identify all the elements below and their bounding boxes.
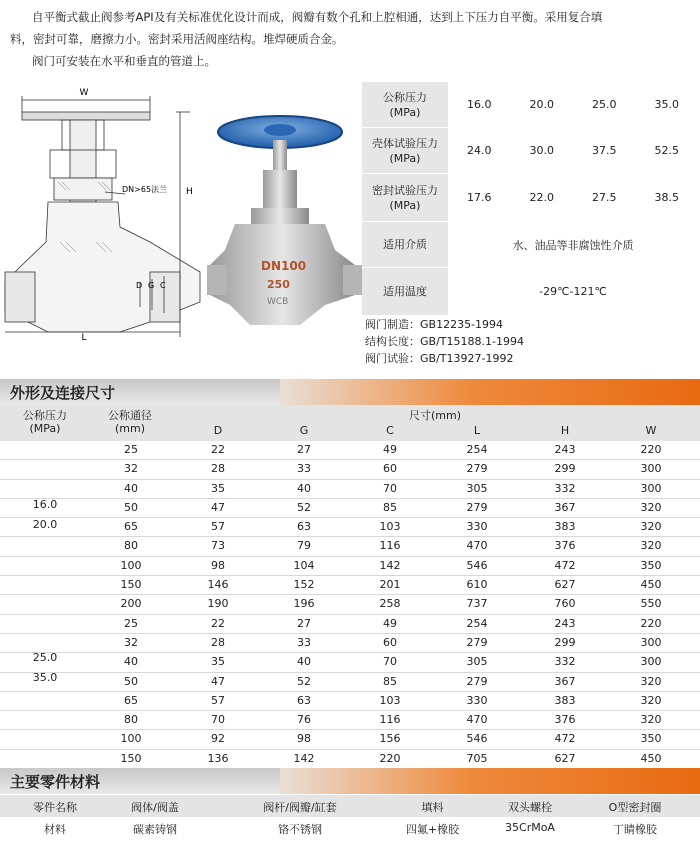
table-cell: 254 xyxy=(466,616,488,630)
spec-cell: 22.0 xyxy=(511,174,574,222)
dimension-table-body xyxy=(0,441,700,788)
table-cell: 737 xyxy=(466,597,488,611)
table-row xyxy=(0,480,700,499)
table-cell: 63 xyxy=(297,693,311,707)
spec-cell: 30.0 xyxy=(511,128,574,174)
table-cell: 47 xyxy=(211,500,225,514)
table-cell: 98 xyxy=(297,732,311,746)
table-cell: 142 xyxy=(379,558,401,572)
table-cell: 80 xyxy=(124,539,138,553)
table-cell: 320 xyxy=(640,713,662,727)
table-cell: 299 xyxy=(554,635,576,649)
header-press-unit: (MPa) xyxy=(29,422,61,435)
header-col-g: G xyxy=(299,424,309,437)
table-cell: 150 xyxy=(120,751,142,765)
spec-cell: 25.0 xyxy=(592,98,617,111)
table-cell: 49 xyxy=(383,616,397,630)
spec-cell: 24.0 xyxy=(448,128,511,174)
table-cell: 470 xyxy=(466,539,488,553)
table-cell: 104 xyxy=(293,558,315,572)
header-size: 尺寸(mm) xyxy=(408,409,461,422)
table-cell: 152 xyxy=(293,578,315,592)
table-cell: 52 xyxy=(297,500,311,514)
spec-cell: -29℃-121℃ xyxy=(448,268,698,316)
table-cell: 300 xyxy=(640,655,662,669)
materials-header-cell: 阀体/阀盖 xyxy=(131,801,179,814)
photo-marking-pressure: 250 xyxy=(267,278,290,291)
table-cell: 33 xyxy=(297,462,311,476)
table-cell: 32 xyxy=(124,635,138,649)
table-cell: 85 xyxy=(383,674,397,688)
table-cell: 300 xyxy=(640,481,662,495)
spec-row-seal-test: 密封试验压力 (MPa) 17.6 22.0 27.5 38.5 xyxy=(362,174,698,222)
table-cell: 627 xyxy=(554,578,576,592)
table-cell: 383 xyxy=(554,520,576,534)
section-title-dimensions: 外形及连接尺寸 xyxy=(10,384,116,402)
dim-h-label: H xyxy=(186,187,193,197)
table-cell: 70 xyxy=(211,713,225,727)
table-cell: 100 xyxy=(120,558,142,572)
pressure-group-2: 25.0 35.0 xyxy=(32,651,58,684)
photo-marking-dn: DN100 xyxy=(261,259,307,273)
table-cell: 243 xyxy=(554,616,576,630)
materials-value-cell: 丁睛橡胶 xyxy=(613,823,657,836)
table-cell: 35 xyxy=(211,655,225,669)
table-row xyxy=(0,692,700,711)
table-row xyxy=(0,634,700,653)
table-cell: 376 xyxy=(554,539,576,553)
header-col-w: W xyxy=(645,424,657,437)
spec-cell: 38.5 xyxy=(636,174,699,222)
table-cell: 100 xyxy=(120,732,142,746)
table-cell: 305 xyxy=(466,655,488,669)
header-col-l: L xyxy=(473,424,481,437)
materials-header-cell: 阀杆/阀瓣/缸套 xyxy=(263,801,337,814)
table-cell: 50 xyxy=(124,674,138,688)
table-row xyxy=(0,499,700,518)
materials-value-cell: 四氟+橡胶 xyxy=(405,823,460,836)
materials-table xyxy=(0,795,700,839)
table-cell: 28 xyxy=(211,462,225,476)
table-cell: 330 xyxy=(466,693,488,707)
table-cell: 28 xyxy=(211,635,225,649)
table-cell: 50 xyxy=(124,500,138,514)
standard-manufacture: 阀门制造：GB12235-1994 xyxy=(365,318,504,331)
table-cell: 49 xyxy=(383,443,397,456)
spec-cell: 水、油品等非腐蚀性介质 xyxy=(448,222,698,268)
flange-note: DN>65法兰 xyxy=(122,185,168,194)
table-row xyxy=(0,557,700,576)
table-cell: 103 xyxy=(379,520,401,534)
spec-cell: 37.5 xyxy=(573,128,636,174)
table-row xyxy=(0,576,700,595)
table-cell: 383 xyxy=(554,693,576,707)
table-cell: 300 xyxy=(640,462,662,476)
table-cell: 546 xyxy=(466,732,488,746)
table-row xyxy=(0,460,700,479)
table-cell: 65 xyxy=(124,693,138,707)
table-cell: 146 xyxy=(207,578,229,592)
spec-label: 密封试验压力 xyxy=(372,183,438,197)
table-row xyxy=(0,711,700,730)
pressure-group-1: 16.0 20.0 xyxy=(32,498,58,531)
table-cell: 33 xyxy=(297,635,311,649)
section-bar-dimensions xyxy=(0,379,700,405)
header-dn: 公称通径 xyxy=(108,409,152,422)
table-row xyxy=(0,518,700,537)
table-row xyxy=(0,615,700,634)
table-cell: 27 xyxy=(297,616,311,630)
table-row xyxy=(0,750,700,769)
table-cell: 57 xyxy=(211,520,225,534)
table-cell: 25 xyxy=(124,443,138,456)
table-cell: 450 xyxy=(640,578,662,592)
header-press: 公称压力 xyxy=(23,409,67,422)
materials-header-cell: 双头螺栓 xyxy=(508,801,552,814)
table-cell: 136 xyxy=(207,751,229,765)
table-cell: 25 xyxy=(124,616,138,630)
table-cell: 279 xyxy=(466,462,488,476)
table-cell: 32 xyxy=(124,462,138,476)
materials-header-cell: 零件名称 xyxy=(33,801,77,814)
table-cell: 116 xyxy=(379,539,401,553)
table-cell: 243 xyxy=(554,443,576,456)
header-col-c: C xyxy=(386,424,394,437)
header-dn-unit: (mm) xyxy=(114,422,145,435)
header-col-d: D xyxy=(213,424,223,437)
table-cell: 220 xyxy=(379,751,401,765)
table-cell: 142 xyxy=(293,751,315,765)
spec-table xyxy=(362,82,698,315)
table-row xyxy=(0,653,700,672)
dimension-table-header xyxy=(0,405,700,441)
table-cell: 320 xyxy=(640,693,662,707)
table-cell: 103 xyxy=(379,693,401,707)
section-title-materials: 主要零件材料 xyxy=(10,773,101,791)
table-cell: 350 xyxy=(640,732,662,746)
table-cell: 63 xyxy=(297,520,311,534)
spec-cell: 20.0 xyxy=(529,98,554,111)
table-row xyxy=(0,441,700,460)
table-cell: 40 xyxy=(124,655,138,669)
spec-label: 公称压力 xyxy=(383,90,427,104)
table-cell: 27 xyxy=(297,443,311,456)
table-cell: 320 xyxy=(640,500,662,514)
table-cell: 22 xyxy=(211,443,225,456)
table-cell: 60 xyxy=(383,635,397,649)
table-cell: 299 xyxy=(554,462,576,476)
table-cell: 65 xyxy=(124,520,138,534)
table-cell: 40 xyxy=(124,481,138,495)
table-cell: 190 xyxy=(207,597,229,611)
table-cell: 156 xyxy=(379,732,401,746)
intro-text xyxy=(10,6,690,72)
spec-cell: 27.5 xyxy=(573,174,636,222)
dim-d-label: D xyxy=(136,281,143,290)
table-cell: 258 xyxy=(379,597,401,611)
table-cell: 705 xyxy=(466,751,488,765)
table-cell: 279 xyxy=(466,674,488,688)
spec-label: 壳体试验压力 xyxy=(372,136,438,150)
table-cell: 22 xyxy=(211,616,225,630)
table-row xyxy=(0,595,700,614)
table-cell: 196 xyxy=(293,597,315,611)
dim-w-label: W xyxy=(79,88,89,98)
table-cell: 472 xyxy=(554,558,576,572)
materials-value-cell: 铬不锈钢 xyxy=(278,823,322,836)
table-cell: 201 xyxy=(379,578,401,592)
table-cell: 279 xyxy=(466,500,488,514)
table-cell: 367 xyxy=(554,674,576,688)
table-cell: 57 xyxy=(211,693,225,707)
table-cell: 330 xyxy=(466,520,488,534)
table-cell: 760 xyxy=(554,597,576,611)
table-cell: 116 xyxy=(379,713,401,727)
valve-product-photo xyxy=(205,110,365,340)
dimension-table xyxy=(0,405,700,788)
materials-value-cell: 35CrMoA xyxy=(505,821,555,834)
table-cell: 40 xyxy=(297,655,311,669)
dim-g-label: G xyxy=(148,281,155,290)
materials-header-row xyxy=(0,795,700,817)
table-cell: 350 xyxy=(640,558,662,572)
spec-label: 适用温度 xyxy=(362,268,448,316)
spec-row-shell-test: 壳体试验压力 (MPa) 24.0 30.0 37.5 52.5 xyxy=(362,128,698,174)
table-cell: 220 xyxy=(640,443,662,456)
dim-c-label: C xyxy=(160,281,166,290)
table-cell: 76 xyxy=(297,713,311,727)
table-cell: 305 xyxy=(466,481,488,495)
table-row xyxy=(0,673,700,692)
table-cell: 200 xyxy=(120,597,142,611)
table-cell: 367 xyxy=(554,500,576,514)
valve-cross-section-drawing xyxy=(0,82,210,342)
standard-length: 结构长度：GB/T15188.1-1994 xyxy=(365,335,524,348)
spec-row-temperature xyxy=(362,268,698,316)
table-cell: 40 xyxy=(297,481,311,495)
section-bar-materials xyxy=(0,768,700,794)
table-cell: 47 xyxy=(211,674,225,688)
table-cell: 610 xyxy=(466,578,488,592)
table-cell: 470 xyxy=(466,713,488,727)
table-cell: 52 xyxy=(297,674,311,688)
table-cell: 546 xyxy=(466,558,488,572)
spec-row-medium xyxy=(362,222,698,268)
table-cell: 279 xyxy=(466,635,488,649)
materials-header-cell: O型密封圈 xyxy=(608,801,662,814)
materials-value-cell: 碳素铸钢 xyxy=(133,823,177,836)
table-cell: 220 xyxy=(640,616,662,630)
table-cell: 627 xyxy=(554,751,576,765)
spec-cell: 35.0 xyxy=(654,98,679,111)
table-cell: 320 xyxy=(640,539,662,553)
intro-line-2: 料，密封可靠，磨擦力小。密封采用活阀座结构。堆焊硬质合金。 xyxy=(10,32,344,46)
table-cell: 80 xyxy=(124,713,138,727)
table-cell: 450 xyxy=(640,751,662,765)
materials-header-cell: 填料 xyxy=(421,801,444,814)
spec-cell: 52.5 xyxy=(636,128,699,174)
header-col-h: H xyxy=(560,424,570,437)
table-cell: 300 xyxy=(640,635,662,649)
standard-test: 阀门试验：GB/T13927-1992 xyxy=(365,352,514,365)
intro-line-1: 自平衡式截止阀参考API及有关标准优化设计而成，阀瓣有数个孔和上腔相通，达到上下压力自平衡。采用复合填 xyxy=(32,10,603,24)
table-cell: 550 xyxy=(640,597,662,611)
table-cell: 320 xyxy=(640,674,662,688)
dim-l-label: L xyxy=(81,333,87,342)
table-cell: 332 xyxy=(554,655,576,669)
spec-label: 适用介质 xyxy=(362,222,448,268)
table-cell: 98 xyxy=(211,558,225,572)
table-cell: 79 xyxy=(297,539,311,553)
table-cell: 73 xyxy=(211,539,225,553)
table-cell: 150 xyxy=(120,578,142,592)
table-cell: 85 xyxy=(383,500,397,514)
table-cell: 320 xyxy=(640,520,662,534)
table-cell: 254 xyxy=(466,443,488,456)
materials-value-row xyxy=(0,817,700,839)
table-cell: 35 xyxy=(211,481,225,495)
table-cell: 60 xyxy=(383,462,397,476)
spec-cell: 17.6 xyxy=(448,174,511,222)
photo-marking-material: WCB xyxy=(267,297,289,307)
table-cell: 70 xyxy=(383,481,397,495)
table-cell: 70 xyxy=(383,655,397,669)
table-row xyxy=(0,730,700,749)
spec-row-nominal-pressure: 公称压力 (MPa) 16.0 20.0 25.0 35.0 xyxy=(362,82,698,128)
materials-value-cell: 材料 xyxy=(44,823,66,836)
table-row xyxy=(0,537,700,556)
intro-line-3: 阀门可安装在水平和垂直的管道上。 xyxy=(32,54,216,68)
table-cell: 472 xyxy=(554,732,576,746)
table-cell: 92 xyxy=(211,732,225,746)
table-cell: 376 xyxy=(554,713,576,727)
standards-list xyxy=(365,316,524,367)
spec-cell: 16.0 xyxy=(467,98,492,111)
table-cell: 332 xyxy=(554,481,576,495)
